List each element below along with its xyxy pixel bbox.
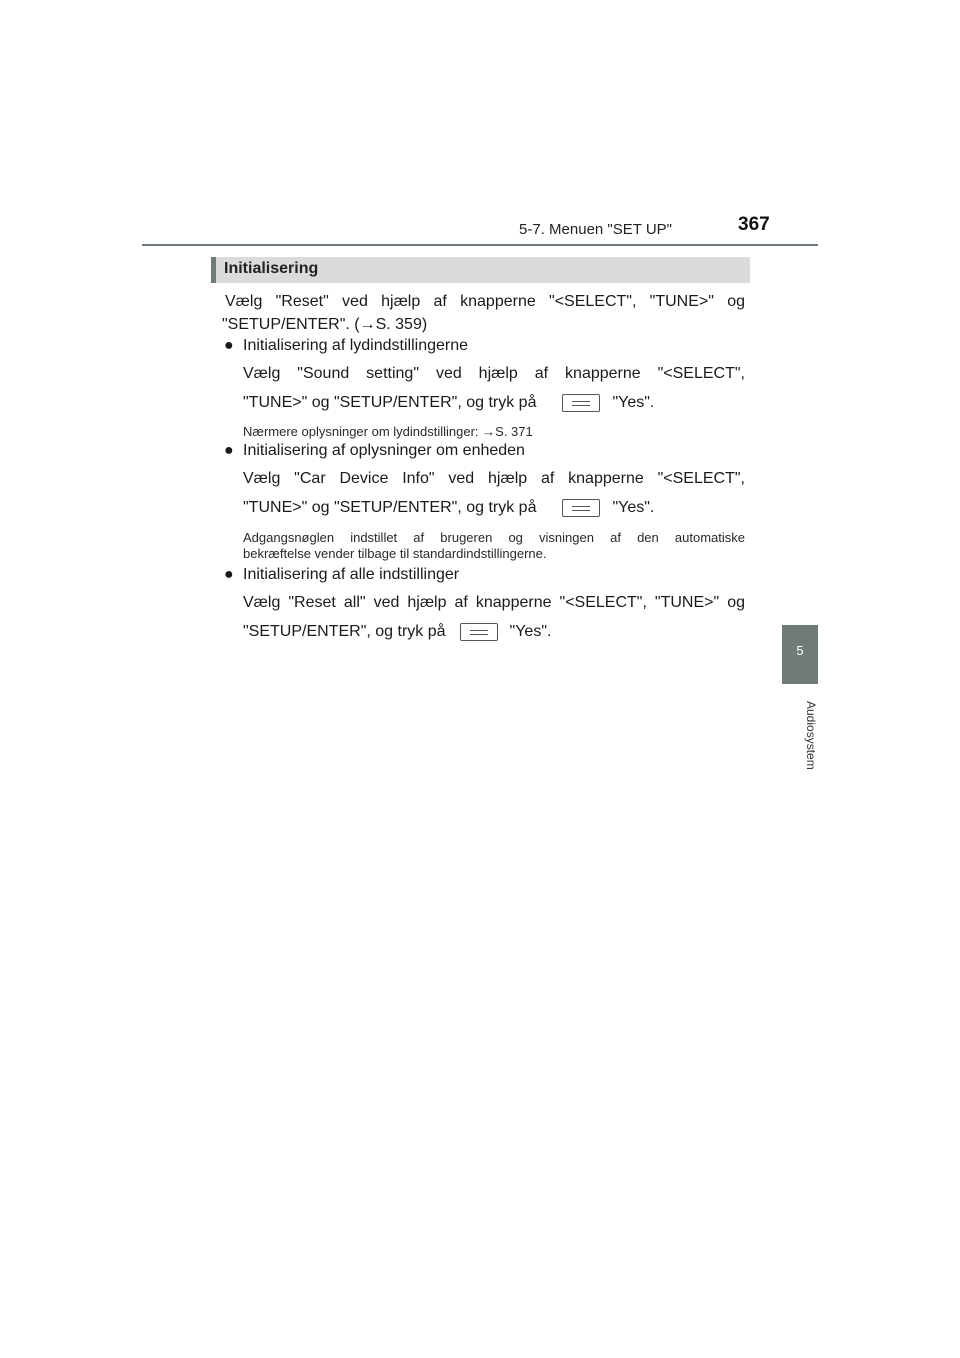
item-2-line-2-text: "TUNE>" og "SETUP/ENTER", og tryk på <box>243 499 537 517</box>
item-3-line-2-end: "Yes". <box>509 623 552 641</box>
bullet-icon: ● <box>224 337 234 354</box>
intro-line-2: "SETUP/ENTER". (→S. 359) <box>222 316 428 333</box>
enter-key-icon <box>562 394 600 412</box>
header-divider <box>142 244 818 246</box>
running-header-section: 5-7. Menuen "SET UP" <box>519 221 672 238</box>
chapter-tab <box>782 625 818 684</box>
item-2-line-1: Vælg "Car Device Info" ved hjælp af knapperne "<SELECT", <box>243 470 745 487</box>
section-heading-bar <box>211 257 750 283</box>
item-2-note-line-2: bekræftelse vender tilbage til standardindstillingerne. <box>243 546 547 561</box>
page-number: 367 <box>738 214 770 235</box>
enter-key-icon <box>460 623 498 641</box>
enter-key-icon <box>562 499 600 517</box>
item-1-line-2 <box>243 394 654 412</box>
item-3-line-2 <box>243 623 551 641</box>
item-1-line-2-end: "Yes". <box>612 394 655 412</box>
intro-line-1: Vælg "Reset" ved hjælp af knapperne "<SELECT", "TUNE>" og <box>225 293 745 310</box>
item-3-line-2-text: "SETUP/ENTER", og tryk på <box>243 623 446 641</box>
item-1-title: Initialisering af lydindstillingerne <box>243 337 469 354</box>
section-heading: Initialisering <box>224 260 319 277</box>
item-1-note: Nærmere oplysninger om lydindstillinger: →S. 371 <box>243 424 533 439</box>
item-3-title: Initialisering af alle indstillinger <box>243 566 460 583</box>
item-1-line-2-text: "TUNE>" og "SETUP/ENTER", og tryk på <box>243 394 537 412</box>
chapter-label: Audiosystem <box>804 700 818 770</box>
item-3-line-1: Vælg "Reset all" ved hjælp af knapperne "<SELECT", "TUNE>" og <box>243 594 745 611</box>
item-1-line-1: Vælg "Sound setting" ved hjælp af knapperne "<SELECT", <box>243 365 745 382</box>
chapter-number: 5 <box>796 643 804 658</box>
item-2-line-2 <box>243 499 654 517</box>
item-2-title: Initialisering af oplysninger om enheden <box>243 442 525 459</box>
bullet-icon: ● <box>224 442 234 459</box>
item-2-note-line-1: Adgangsnøglen indstillet af brugeren og visningen af den automatiske <box>243 530 745 545</box>
item-2-line-2-end: "Yes". <box>612 499 655 517</box>
bullet-icon: ● <box>224 566 234 583</box>
